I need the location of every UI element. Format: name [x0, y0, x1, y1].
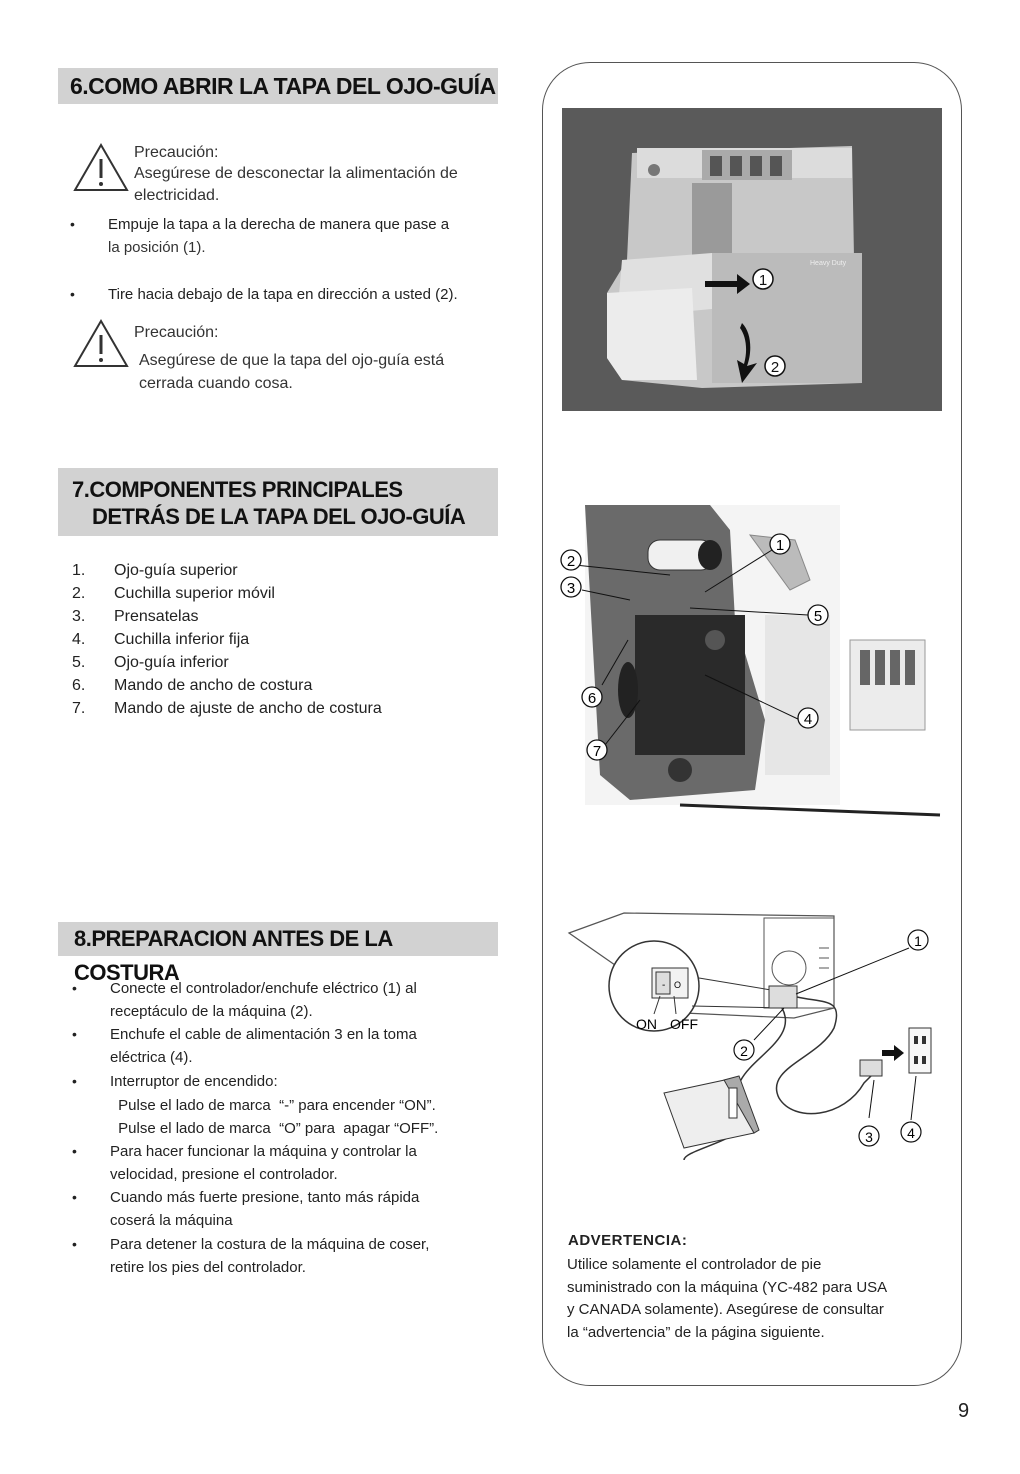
s8-bullet3-line1: • Interruptor de encendido: — [110, 1070, 278, 1093]
svg-text:-: - — [662, 980, 666, 991]
section8-title: 8.PREPARACION ANTES DE LA COSTURA — [58, 922, 498, 956]
component-item: 6. Mando de ancho de costura — [72, 677, 313, 694]
warning-line: la “advertencia” de la página siguiente. — [567, 1323, 825, 1341]
s8-bullet1-line1: • Conecte el controlador/enchufe eléctrico (1) al — [110, 977, 417, 1000]
photo-brand-label: Heavy Duty — [810, 260, 847, 267]
s8-bullet2-line1: • Enchufe el cable de alimentación 3 en la toma — [110, 1023, 417, 1046]
comp-callout-1: 1 — [775, 537, 785, 554]
s6-bullet2: • Tire hacia debajo de la tapa en dirección a usted (2). — [108, 283, 458, 306]
s8-bullet4-line2: velocidad, presione el controlador. — [110, 1166, 338, 1183]
power-callout-2: 2 — [740, 1043, 748, 1059]
power-connection-diagram — [564, 908, 944, 1188]
component-item: 1. Ojo-guía superior — [72, 562, 238, 579]
comp-callout-2: 2 — [566, 553, 576, 570]
s8-bullet5-line2: coserá la máquina — [110, 1212, 233, 1229]
power-callout-4: 4 — [907, 1125, 915, 1141]
warning-text — [567, 1254, 947, 1344]
power-callout-1: 1 — [914, 933, 922, 949]
warning-line: suministrado con la máquina (YC-482 para USA — [567, 1278, 888, 1296]
s8-bullet5-line1: • Cuando más fuerte presione, tanto más rápida — [110, 1186, 419, 1209]
photo-callout-1: 1 — [758, 272, 768, 289]
s6-bullet1-line1: • Empuje la tapa a la derecha de manera que pase a — [108, 213, 449, 236]
component-item: 3. Prensatelas — [72, 608, 199, 625]
component-item: 4. Cuchilla inferior fija — [72, 631, 250, 648]
caution1-label: Precaución: — [134, 144, 219, 161]
section7-title-line2: DETRÁS DE LA TAPA DEL OJO-GUÍA — [92, 504, 466, 529]
comp-callout-7: 7 — [592, 743, 602, 760]
section6-title: 6.COMO ABRIR LA TAPA DEL OJO-GUÍA — [58, 68, 498, 104]
comp-callout-6: 6 — [587, 690, 597, 707]
s8-bullet6-line1: • Para detener la costura de la máquina de coser, — [110, 1233, 429, 1256]
components-photo — [560, 500, 945, 825]
power-callout-3: 3 — [865, 1129, 873, 1145]
s8-bullet2-line2: eléctrica (4). — [110, 1049, 193, 1066]
page-number: 9 — [958, 1400, 970, 1422]
component-item: 2. Cuchilla superior móvil — [72, 585, 275, 602]
caution1-line2: electricidad. — [134, 187, 220, 204]
comp-callout-4: 4 — [803, 711, 813, 728]
warning-line: Utilice solamente el controlador de pie — [567, 1256, 822, 1273]
s8-bullet3-line3: Pulse el lado de marca “O” para apagar “OFF”. — [114, 1120, 439, 1137]
caution2-line1: Asegúrese de que la tapa del ojo-guía está — [139, 352, 445, 369]
switch-off-label: OFF — [670, 1016, 698, 1032]
section7-title — [58, 468, 498, 536]
comp-callout-5: 5 — [813, 608, 823, 625]
photo-callout-2: 2 — [770, 359, 780, 376]
warning-triangle-icon — [72, 318, 130, 370]
component-item: 7. Mando de ajuste de ancho de costura — [72, 700, 382, 717]
s8-bullet1-line2: receptáculo de la máquina (2). — [110, 1003, 313, 1020]
svg-text:O: O — [674, 980, 682, 990]
comp-callout-3: 3 — [566, 580, 576, 597]
caution2-label: Precaución: — [134, 324, 219, 341]
caution1-line1: Asegúrese de desconectar la alimentación de — [134, 165, 458, 182]
warning-triangle-icon — [72, 142, 130, 194]
warning-title: ADVERTENCIA: — [568, 1232, 688, 1249]
warning-line: y CANADA solamente). Asegúrese de consultar — [567, 1301, 884, 1318]
section7-title-line1: 7.COMPONENTES PRINCIPALES — [72, 477, 403, 502]
component-item: 5. Ojo-guía inferior — [72, 654, 229, 671]
switch-on-label: ON — [636, 1016, 657, 1032]
caution2-line2: cerrada cuando cosa. — [139, 375, 293, 392]
s8-bullet3-line2: Pulse el lado de marca “-” para encender “ON”. — [114, 1097, 436, 1114]
s6-bullet1-line2: la posición (1). — [108, 239, 206, 256]
s8-bullet6-line2: retire los pies del controlador. — [110, 1259, 306, 1276]
machine-photo — [562, 108, 942, 411]
s8-bullet4-line1: • Para hacer funcionar la máquina y controlar la — [110, 1140, 417, 1163]
